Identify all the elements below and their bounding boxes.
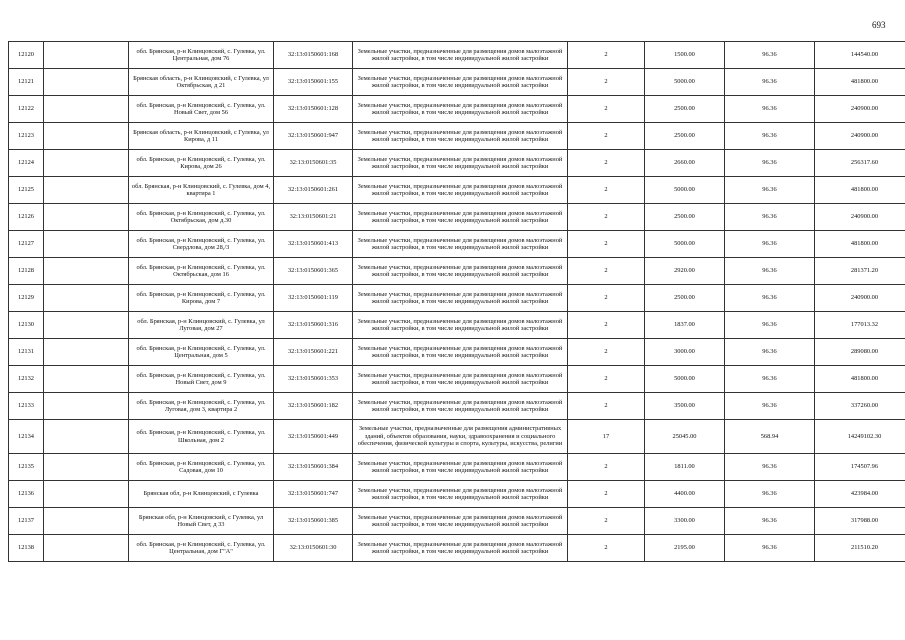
address-cell: обл. Брянская, р-н Клинцовский, с. Гулевка, ул. Садовая, дом 10 [129,454,274,481]
cadastral-number-cell: 32:13:0150601:155 [274,69,353,96]
land-use-cell: Земельные участки, предназначенные для размещения домов малоэтажной жилой застройки, в том числе индивидуальной жилой застройки [353,393,568,420]
cadastral-number-cell: 32:13:0150601:413 [274,231,353,258]
cadastral-number-cell: 32:13:0150601:747 [274,481,353,508]
land-use-cell: Земельные участки, предназначенные для размещения домов малоэтажной жилой застройки, в том числе индивидуальной жилой застройки [353,150,568,177]
land-use-cell: Земельные участки, предназначенные для размещения домов малоэтажной жилой застройки, в том числе индивидуальной жилой застройки [353,339,568,366]
specific-value-cell: 96.36 [725,150,815,177]
row-number-cell: 12136 [9,481,44,508]
cadastral-number-cell: 32:13:0150601:221 [274,339,353,366]
specific-value-cell: 96.36 [725,481,815,508]
table-row [9,508,905,535]
cadastral-number-cell: 32:13:0150601:353 [274,366,353,393]
land-use-cell: Земельные участки, предназначенные для размещения домов малоэтажной жилой застройки, в том числе индивидуальной жилой застройки [353,258,568,285]
empty-cell [44,96,129,123]
cadastral-value-cell: 144540.00 [815,42,905,69]
row-number-cell: 12120 [9,42,44,69]
area-cell: 2500.00 [645,204,725,231]
empty-cell [44,393,129,420]
address-cell: обл. Брянская, р-н Клинцовский, с. Гулевка, ул. Луговая, дом 3, квартира 2 [129,393,274,420]
cadastral-number-cell: 32:13:0150601:21 [274,204,353,231]
area-cell: 3300.00 [645,508,725,535]
cadastral-number-cell: 32:13:0150601:168 [274,42,353,69]
specific-value-cell: 96.36 [725,535,815,562]
empty-cell [44,69,129,96]
address-cell: обл. Брянская, р-н Клинцовский, с. Гулевка, ул. Октябрьская, дом д.30 [129,204,274,231]
empty-cell [44,366,129,393]
group-code-cell: 2 [568,258,645,285]
group-code-cell: 2 [568,285,645,312]
group-code-cell: 2 [568,508,645,535]
empty-cell [44,312,129,339]
group-code-cell: 2 [568,69,645,96]
specific-value-cell: 96.36 [725,204,815,231]
group-code-cell: 2 [568,393,645,420]
cadastral-value-cell: 481800.00 [815,177,905,204]
page-number: 693 [872,20,886,30]
cadastral-value-cell: 211510.20 [815,535,905,562]
land-use-cell: Земельные участки, предназначенные для размещения домов малоэтажной жилой застройки, в том числе индивидуальной жилой застройки [353,177,568,204]
row-number-cell: 12129 [9,285,44,312]
table-row [9,312,905,339]
land-use-cell: Земельные участки, предназначенные для размещения административных зданий, объектов образования, науки, здравоохранения и социального обеспечения, физической культуры и спорта, культуры, искусства, религии [353,420,568,454]
empty-cell [44,454,129,481]
cadastral-number-cell: 32:13:0150601:449 [274,420,353,454]
specific-value-cell: 96.36 [725,96,815,123]
address-cell: обл. Брянская, р-н Клинцовский, с. Гулевка, ул. Новый Свет, дом 9 [129,366,274,393]
table-row [9,366,905,393]
specific-value-cell: 96.36 [725,312,815,339]
empty-cell [44,177,129,204]
empty-cell [44,204,129,231]
table-row [9,535,905,562]
table-row [9,339,905,366]
area-cell: 3000.00 [645,339,725,366]
cadastral-number-cell: 32:13:0150601:30 [274,535,353,562]
address-cell: обл. Брянская, р-н Клинцовский, с. Гулевка, ул. Школьная, дом 2 [129,420,274,454]
cadastral-value-table [8,41,905,562]
group-code-cell: 2 [568,454,645,481]
table-row [9,393,905,420]
cadastral-number-cell: 32:13:0150601:385 [274,508,353,535]
specific-value-cell: 96.36 [725,454,815,481]
cadastral-value-cell: 240900.00 [815,285,905,312]
cadastral-number-cell: 32:13:0150601:182 [274,393,353,420]
group-code-cell: 2 [568,96,645,123]
row-number-cell: 12134 [9,420,44,454]
area-cell: 2500.00 [645,285,725,312]
cadastral-number-cell: 32:13:0150601:384 [274,454,353,481]
empty-cell [44,285,129,312]
cadastral-value-cell: 240900.00 [815,96,905,123]
area-cell: 1500.00 [645,42,725,69]
group-code-cell: 2 [568,339,645,366]
row-number-cell: 12132 [9,366,44,393]
area-cell: 5000.00 [645,177,725,204]
row-number-cell: 12133 [9,393,44,420]
group-code-cell: 2 [568,123,645,150]
empty-cell [44,42,129,69]
land-use-cell: Земельные участки, предназначенные для размещения домов малоэтажной жилой застройки, в том числе индивидуальной жилой застройки [353,285,568,312]
land-use-cell: Земельные участки, предназначенные для размещения домов малоэтажной жилой застройки, в том числе индивидуальной жилой застройки [353,508,568,535]
table-row [9,177,905,204]
specific-value-cell: 96.36 [725,69,815,96]
row-number-cell: 12127 [9,231,44,258]
address-cell: Брянская обл, р-н Клинцовский, с Гулевка [129,481,274,508]
empty-cell [44,258,129,285]
specific-value-cell: 96.36 [725,177,815,204]
area-cell: 5000.00 [645,231,725,258]
address-cell: обл. Брянская, р-н Клинцовский, с. Гулевка, ул. Центральная, дом 76 [129,42,274,69]
cadastral-number-cell: 32:13:0150601:316 [274,312,353,339]
address-cell: Брянская область, р-н Клинцовский, с Гулевка, ул Октябрьская, д 21 [129,69,274,96]
land-use-cell: Земельные участки, предназначенные для размещения домов малоэтажной жилой застройки, в том числе индивидуальной жилой застройки [353,454,568,481]
address-cell: Брянская обл, р-н Клинцовский, с Гулевка, ул Новый Свет, д 33 [129,508,274,535]
address-cell: обл. Брянская, р-н Клинцовский, с. Гулевка, ул Луговая, дом 27 [129,312,274,339]
empty-cell [44,508,129,535]
empty-cell [44,420,129,454]
row-number-cell: 12138 [9,535,44,562]
specific-value-cell: 96.36 [725,366,815,393]
cadastral-value-cell: 481800.00 [815,231,905,258]
address-cell: обл. Брянская, р-н Клинцовский, с. Гулевка, ул. Новый Свет, дом 56 [129,96,274,123]
table-row [9,285,905,312]
area-cell: 25045.00 [645,420,725,454]
row-number-cell: 12124 [9,150,44,177]
cadastral-number-cell: 32:13:0150601:365 [274,258,353,285]
address-cell: обл. Брянская, р-н Клинцовский, с. Гулевка, ул. Центральная, дом 5 [129,339,274,366]
table-row [9,204,905,231]
cadastral-number-cell: 32:13:0150601:35 [274,150,353,177]
land-use-cell: Земельные участки, предназначенные для размещения домов малоэтажной жилой застройки, в том числе индивидуальной жилой застройки [353,231,568,258]
cadastral-value-cell: 240900.00 [815,204,905,231]
cadastral-value-cell: 14249102.30 [815,420,905,454]
specific-value-cell: 96.36 [725,123,815,150]
address-cell: Брянская область, р-н Клинцовский, с Гулевка, ул Кирова, д 11 [129,123,274,150]
land-use-cell: Земельные участки, предназначенные для размещения домов малоэтажной жилой застройки, в том числе индивидуальной жилой застройки [353,69,568,96]
area-cell: 5000.00 [645,69,725,96]
group-code-cell: 17 [568,420,645,454]
area-cell: 2660.00 [645,150,725,177]
table-row [9,42,905,69]
area-cell: 1811.00 [645,454,725,481]
table-row [9,481,905,508]
specific-value-cell: 96.36 [725,231,815,258]
table-body [9,42,905,562]
empty-cell [44,481,129,508]
address-cell: обл. Брянская, р-н Клинцовский, с. Гулевка, дом 4, квартира 1 [129,177,274,204]
specific-value-cell: 96.36 [725,285,815,312]
area-cell: 3500.00 [645,393,725,420]
cadastral-value-cell: 289080.00 [815,339,905,366]
group-code-cell: 2 [568,204,645,231]
row-number-cell: 12137 [9,508,44,535]
group-code-cell: 2 [568,535,645,562]
row-number-cell: 12121 [9,69,44,96]
group-code-cell: 2 [568,150,645,177]
address-cell: обл. Брянская, р-н Клинцовский, с. Гулевка, ул. Центральная, дом Г"А" [129,535,274,562]
cadastral-value-cell: 317988.00 [815,508,905,535]
empty-cell [44,339,129,366]
cadastral-value-cell: 256317.60 [815,150,905,177]
group-code-cell: 2 [568,177,645,204]
cadastral-number-cell: 32:13:0150601:947 [274,123,353,150]
cadastral-number-cell: 32:13:0150601:261 [274,177,353,204]
table-row [9,69,905,96]
address-cell: обл. Брянская, р-н Клинцовский, с. Гулевка, ул. Октябрьская, дом 16 [129,258,274,285]
table-row [9,231,905,258]
area-cell: 1837.00 [645,312,725,339]
land-use-cell: Земельные участки, предназначенные для размещения домов малоэтажной жилой застройки, в том числе индивидуальной жилой застройки [353,204,568,231]
land-use-cell: Земельные участки, предназначенные для размещения домов малоэтажной жилой застройки, в том числе индивидуальной жилой застройки [353,312,568,339]
table-row [9,150,905,177]
cadastral-value-cell: 177013.32 [815,312,905,339]
group-code-cell: 2 [568,366,645,393]
cadastral-value-cell: 240900.00 [815,123,905,150]
cadastral-value-cell: 481800.00 [815,366,905,393]
table-row [9,258,905,285]
specific-value-cell: 96.36 [725,508,815,535]
group-code-cell: 2 [568,42,645,69]
land-use-cell: Земельные участки, предназначенные для размещения домов малоэтажной жилой застройки, в том числе индивидуальной жилой застройки [353,535,568,562]
land-use-cell: Земельные участки, предназначенные для размещения домов малоэтажной жилой застройки, в том числе индивидуальной жилой застройки [353,481,568,508]
area-cell: 4400.00 [645,481,725,508]
cadastral-value-cell: 337260.00 [815,393,905,420]
empty-cell [44,535,129,562]
group-code-cell: 2 [568,231,645,258]
cadastral-value-cell: 281371.20 [815,258,905,285]
empty-cell [44,231,129,258]
specific-value-cell: 96.36 [725,339,815,366]
area-cell: 5000.00 [645,366,725,393]
row-number-cell: 12128 [9,258,44,285]
cadastral-number-cell: 32:13:0150601:128 [274,96,353,123]
table-row [9,96,905,123]
specific-value-cell: 96.36 [725,42,815,69]
group-code-cell: 2 [568,481,645,508]
table-row [9,123,905,150]
cadastral-value-cell: 174507.96 [815,454,905,481]
empty-cell [44,150,129,177]
address-cell: обл. Брянская, р-н Клинцовский, с. Гулевка, ул. Кирова, дом 7 [129,285,274,312]
area-cell: 2195.00 [645,535,725,562]
area-cell: 2920.00 [645,258,725,285]
specific-value-cell: 96.36 [725,258,815,285]
specific-value-cell: 96.36 [725,393,815,420]
land-use-cell: Земельные участки, предназначенные для размещения домов малоэтажной жилой застройки, в том числе индивидуальной жилой застройки [353,366,568,393]
cadastral-value-cell: 423984.00 [815,481,905,508]
land-use-cell: Земельные участки, предназначенные для размещения домов малоэтажной жилой застройки, в том числе индивидуальной жилой застройки [353,42,568,69]
address-cell: обл. Брянская, р-н Клинцовский, с. Гулевка, ул. Свердлова, дом 28,/3 [129,231,274,258]
row-number-cell: 12123 [9,123,44,150]
address-cell: обл. Брянская, р-н Клинцовский, с. Гулевка, ул. Кирова, дом 26 [129,150,274,177]
specific-value-cell: 568.94 [725,420,815,454]
area-cell: 2500.00 [645,96,725,123]
area-cell: 2500.00 [645,123,725,150]
table-row [9,454,905,481]
empty-cell [44,123,129,150]
land-use-cell: Земельные участки, предназначенные для размещения домов малоэтажной жилой застройки, в том числе индивидуальной жилой застройки [353,123,568,150]
table-row [9,420,905,454]
land-use-cell: Земельные участки, предназначенные для размещения домов малоэтажной жилой застройки, в том числе индивидуальной жилой застройки [353,96,568,123]
row-number-cell: 12131 [9,339,44,366]
group-code-cell: 2 [568,312,645,339]
row-number-cell: 12126 [9,204,44,231]
cadastral-value-cell: 481800.00 [815,69,905,96]
row-number-cell: 12125 [9,177,44,204]
row-number-cell: 12122 [9,96,44,123]
row-number-cell: 12135 [9,454,44,481]
row-number-cell: 12130 [9,312,44,339]
cadastral-number-cell: 32:13:0150601:119 [274,285,353,312]
